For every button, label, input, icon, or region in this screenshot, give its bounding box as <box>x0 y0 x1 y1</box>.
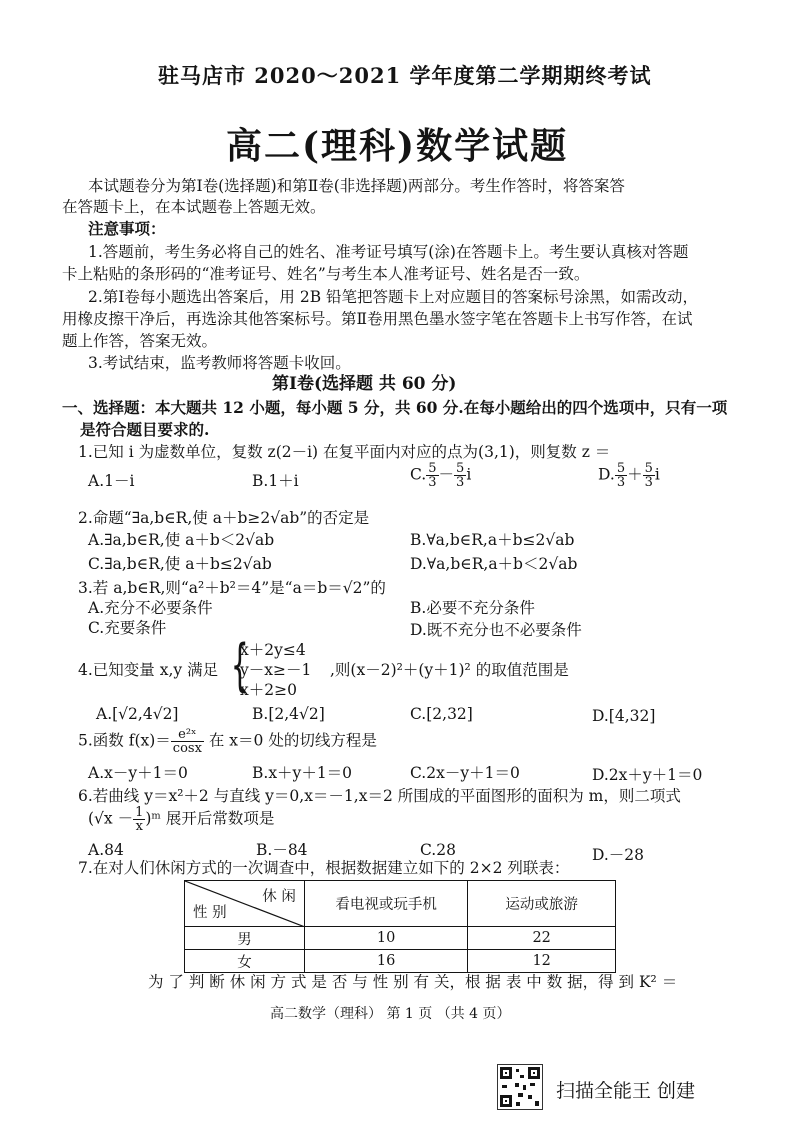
option-c: C. $\frac{5}{3}$ － $\frac{5}{3}$ i <box>410 461 472 490</box>
option-b: B.－84 <box>256 841 308 859</box>
option-d: D.2x＋y＋1＝0 <box>592 766 703 784</box>
option-b: B.∀a,b∈R,a＋b≤2√ab <box>410 531 575 549</box>
section-title: 第Ⅰ卷(选择题 共 60 分) <box>272 374 457 394</box>
table-cell: 10 <box>304 927 467 950</box>
option-a: A.[√2,4√2] <box>96 705 179 723</box>
question-stem: 4.已知变量 x,y 满足 <box>78 661 219 679</box>
table-row <box>185 950 616 973</box>
note-line: 卡上粘贴的条形码的“准考证号、姓名”与考生本人准考证号、姓名是否一致。 <box>62 265 590 283</box>
option-a: A.84 <box>88 841 124 859</box>
option-a: A.∃a,b∈R,使 a＋b＜2√ab <box>88 531 275 549</box>
option-b: B.1＋i <box>252 472 299 490</box>
note-line: 用橡皮擦干净后，再选涂其他答案标号。第Ⅱ卷用黑色墨水签字笔在答题卡上书写作答，在试 <box>62 310 693 328</box>
option-d: D.－28 <box>592 846 645 864</box>
left-brace: { <box>230 633 249 698</box>
header-bottom-label: 性 别 <box>193 905 227 921</box>
question-stem: 5.函数 f(x)＝ $\frac{\text{e²ˣ}}{\cos x}$ 在 x＝0 处的切线方程是 <box>78 727 377 756</box>
note-line: 2.第Ⅰ卷每小题选出答案后，用 2B 铅笔把答题卡上对应题目的答案标号涂黑，如需改动， <box>88 288 699 306</box>
question-stem: 7.在对人们休闲方式的一次调查中，根据数据建立如下的 2×2 列联表： <box>78 859 570 877</box>
intro-line: 在答题卡上，在本试题卷上答题无效。 <box>62 198 326 216</box>
row-label: 男 <box>185 927 305 950</box>
contingency-table <box>184 880 616 973</box>
option-a: A.x－y＋1＝0 <box>88 764 188 782</box>
question-stem-cont: ,则(x－2)²＋(y＋1)² 的取值范围是 <box>330 661 569 679</box>
scanner-watermark: 扫描全能王 创建 <box>556 1080 696 1102</box>
option-c: C.[2,32] <box>410 705 473 723</box>
header-diagonal-cell <box>185 881 305 927</box>
option-c: C.28 <box>420 841 456 859</box>
option-a: A.1－i <box>88 472 135 490</box>
table-row <box>185 927 616 950</box>
note-line: 题上作答，答案无效。 <box>62 332 218 350</box>
paper-title: 高二(理科)数学试题 <box>226 125 569 167</box>
page-footer: 高二数学（理科） 第 1 页 （共 4 页） <box>270 1006 511 1022</box>
question-stem: 6.若曲线 y＝x²＋2 与直线 y＝0,x＝－1,x＝2 所围成的平面图形的面积为 m，则二项式 <box>78 787 681 805</box>
option-c: C.2x－y＋1＝0 <box>410 764 520 782</box>
option-b: B.必要不充分条件 <box>410 599 535 617</box>
qr-code-icon <box>497 1064 543 1110</box>
option-d: D.[4,32] <box>592 707 656 725</box>
option-d: D.既不充分也不必要条件 <box>410 621 582 639</box>
constraint: x＋2≥0 <box>240 681 297 699</box>
constraint: y－x≥－1 <box>240 661 312 679</box>
constraint: x＋2y≤4 <box>240 641 306 659</box>
column-header: 运动或旅游 <box>468 881 616 927</box>
section-instructions: 一、选择题：本大题共 12 小题，每小题 5 分，共 60 分.在每小题给出的四个选项中，只有一项 <box>62 398 728 417</box>
question-stem-cont: 为 了 判 断 休 闲 方 式 是 否 与 性 别 有 关，根 据 表 中 数 据，得 到 K² ＝ <box>148 973 678 991</box>
option-c: C.∃a,b∈R,使 a＋b≤2√ab <box>88 555 272 573</box>
header-top-label: 休 闲 <box>262 889 296 905</box>
option-c: C.充要条件 <box>88 619 167 637</box>
question-stem-cont: (√x － $\frac{1}{x}$ )ᵐ 展开后常数项是 <box>88 805 275 834</box>
option-a: A.充分不必要条件 <box>88 599 213 617</box>
section-instructions: 是符合题目要求的. <box>80 420 210 439</box>
column-header: 看电视或玩手机 <box>304 881 467 927</box>
question-stem: 2.命题“∃a,b∈R,使 a＋b≥2√ab”的否定是 <box>78 509 370 527</box>
table-cell: 12 <box>468 950 616 973</box>
note-line: 1.答题前，考生务必将自己的姓名、准考证号填写(涂)在答题卡上。考生要认真核对答题 <box>88 243 689 261</box>
option-d: D. $\frac{5}{3}$ ＋ $\frac{5}{3}$ i <box>598 461 660 490</box>
row-label: 女 <box>185 950 305 973</box>
exam-title: 驻马店市 2020～2021 学年度第二学期期终考试 <box>158 63 652 88</box>
note-line: 3.考试结束，监考教师将答题卡收回。 <box>88 354 351 372</box>
option-b: B.[2,4√2] <box>252 705 325 723</box>
question-stem: 1.已知 i 为虚数单位，复数 z(2－i) 在复平面内对应的点为(3,1)，则复数 z ＝ <box>78 443 611 461</box>
intro-line: 本试题卷分为第Ⅰ卷(选择题)和第Ⅱ卷(非选择题)两部分。考生作答时，将答案答 <box>88 177 625 195</box>
table-cell: 22 <box>468 927 616 950</box>
notes-title: 注意事项： <box>88 219 166 238</box>
option-d: D.∀a,b∈R,a＋b＜2√ab <box>410 555 578 573</box>
option-b: B.x＋y＋1＝0 <box>252 764 353 782</box>
table-cell: 16 <box>304 950 467 973</box>
question-stem: 3.若 a,b∈R,则“a²＋b²＝4”是“a＝b＝√2”的 <box>78 579 386 597</box>
